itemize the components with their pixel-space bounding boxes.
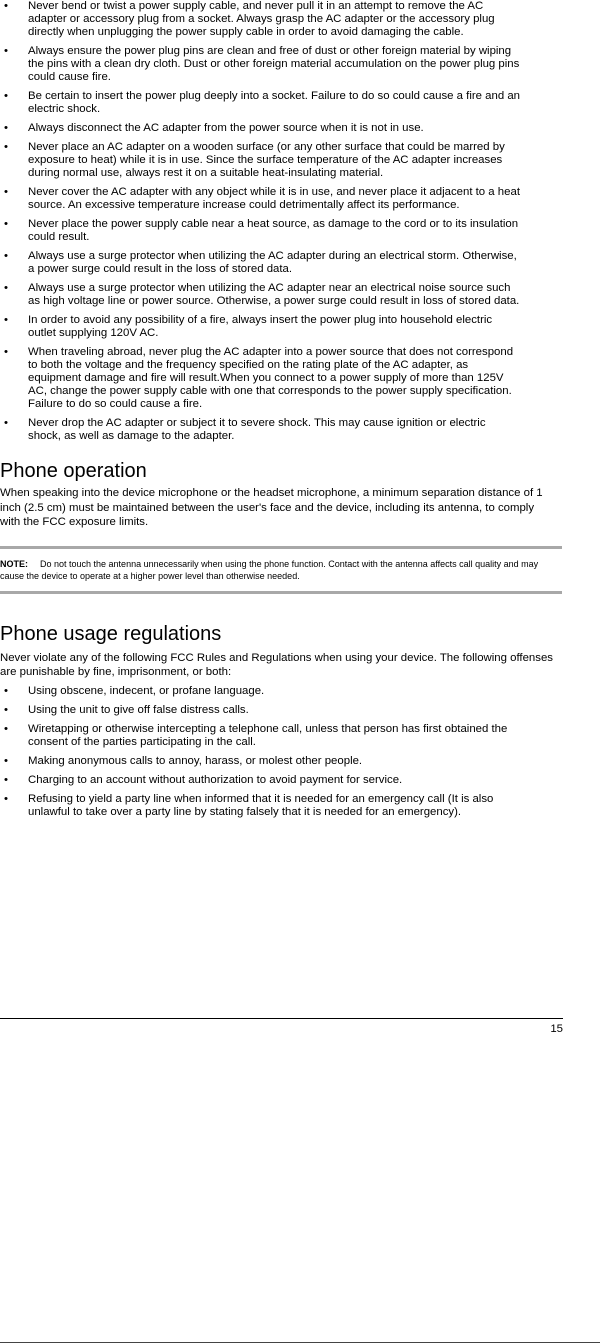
- safety-item-text: Always disconnect the AC adapter from the power source when it is not in use.: [28, 122, 424, 134]
- safety-item: [0, 250, 521, 276]
- phone-operation-body: When speaking into the device microphone or the headset microphone, a minimum separation distance of 1 inch (2.5 cm) must be maintained between the user's face and the device, including its antenna, to comply with the FCC exposure limits.: [0, 487, 543, 528]
- page-number: 15: [550, 1023, 563, 1035]
- safety-item: [0, 45, 521, 84]
- phone-usage-intro: Never violate any of the following FCC Rules and Regulations when using your device. The following offenses are punishable by fine, imprisonment, or both:: [0, 651, 553, 678]
- usage-item-text: Charging to an account without authorization to avoid payment for service.: [28, 773, 403, 786]
- safety-item: [0, 0, 521, 39]
- safety-item-text: Always ensure the power plug pins are clean and free of dust or other foreign material by wiping the pins with a clean dry cloth. Dust or other foreign material accumulation on the power plug pins could cause fire.: [28, 45, 520, 83]
- safety-item: [0, 186, 521, 212]
- bullet-icon: •: [4, 722, 8, 735]
- usage-item: [0, 723, 521, 749]
- bullet-icon: •: [4, 346, 8, 358]
- phone-operation-heading: Phone operation: [0, 460, 147, 482]
- phone-usage-heading: Phone usage regulations: [0, 622, 222, 645]
- note-text: Do not touch the antenna unnecessarily when using the phone function. Contact with the antenna affects call quality and may cause the device to operate at a higher power level than otherwise needed.: [0, 558, 539, 581]
- bullet-icon: •: [4, 45, 8, 57]
- safety-item: [0, 417, 521, 443]
- usage-item-text: Making anonymous calls to annoy, harass, or molest other people.: [28, 754, 363, 767]
- safety-item: [0, 141, 521, 180]
- bullet-icon: •: [4, 417, 8, 429]
- bullet-icon: •: [4, 122, 8, 134]
- safety-item-text: Never cover the AC adapter with any object while it is in use, and never place it adjacent to a heat source. An excessive temperature increase could detrimentally affect its performance.: [28, 186, 520, 211]
- safety-item-text: Never place the power supply cable near a heat source, as damage to the cord or to its insulation could result.: [28, 218, 519, 243]
- safety-item: [0, 122, 521, 135]
- bullet-icon: •: [4, 703, 8, 716]
- safety-item-text: Always use a surge protector when utilizing the AC adapter near an electrical noise source such as high voltage line or power source. Otherwise, a power surge could result in loss of stored data.: [28, 282, 520, 307]
- phone-usage-list: [0, 685, 560, 819]
- safety-item-text: When traveling abroad, never plug the AC adapter into a power source that does not correspond to both the voltage and the frequency specified on the rating plate of the AC adapter, as equipment damage and fire will result.When you connect to a power supply of more than 125V AC, change the power supply cable with one that corresponds to the power supply specification. Failure to do so could cause a fire.: [28, 346, 514, 410]
- note-label: NOTE:: [0, 558, 28, 569]
- usage-item: [0, 704, 521, 717]
- footer-divider: [0, 1018, 563, 1019]
- safety-item: [0, 282, 521, 308]
- safety-item-text: Never drop the AC adapter or subject it to severe shock. This may cause ignition or electric shock, as well as damage to the adapter.: [28, 417, 486, 442]
- usage-item: [0, 685, 521, 698]
- bullet-icon: •: [4, 218, 8, 230]
- usage-item-text: Refusing to yield a party line when informed that it is needed for an emergency call (It is also unlawful to take over a party line by stating falsely that it is needed for an emergency).: [28, 792, 494, 818]
- bullet-icon: •: [4, 684, 8, 697]
- safety-item-text: In order to avoid any possibility of a fire, always insert the power plug into household electric outlet supplying 120V AC.: [28, 314, 493, 339]
- bullet-icon: •: [4, 792, 8, 805]
- safety-item: [0, 218, 521, 244]
- bullet-icon: •: [4, 186, 8, 198]
- safety-item-text: Never bend or twist a power supply cable, and never pull it in an attempt to remove the AC adapter or accessory plug from a socket. Always grasp the AC adapter or the accessory plug directly when unplugging the power supply cable in order to avoid damaging the cable.: [28, 0, 495, 38]
- safety-item: [0, 90, 521, 116]
- usage-item: [0, 793, 521, 819]
- safety-item: [0, 346, 521, 411]
- bullet-icon: •: [4, 773, 8, 786]
- usage-item-text: Using obscene, indecent, or profane language.: [28, 684, 265, 697]
- usage-item-text: Using the unit to give off false distress calls.: [28, 703, 249, 716]
- safety-item-text: Be certain to insert the power plug deeply into a socket. Failure to do so could cause a fire and an electric shock.: [28, 90, 520, 115]
- bullet-icon: •: [4, 90, 8, 102]
- ac-adapter-safety-list: [0, 0, 560, 443]
- bullet-icon: •: [4, 250, 8, 262]
- safety-item-text: Never place an AC adapter on a wooden surface (or any other surface that could be marred by exposure to heat) while it is in use. Since the surface temperature of the AC adapter increases during normal use, always rest it on a suitable heat-insulating material.: [28, 141, 505, 179]
- usage-item: [0, 774, 521, 787]
- safety-item-text: Always use a surge protector when utilizing the AC adapter during an electrical storm. Otherwise, a power surge could result in the loss of stored data.: [28, 250, 517, 275]
- note-box: [0, 546, 562, 594]
- usage-item-text: Wiretapping or otherwise intercepting a telephone call, unless that person has first obtained the consent of the parties participating in the call.: [28, 722, 508, 748]
- usage-item: [0, 755, 521, 768]
- bullet-icon: •: [4, 754, 8, 767]
- page-bottom-edge: [0, 1342, 600, 1343]
- bullet-icon: •: [4, 0, 8, 12]
- bullet-icon: •: [4, 141, 8, 153]
- safety-item: [0, 314, 521, 340]
- bullet-icon: •: [4, 314, 8, 326]
- bullet-icon: •: [4, 282, 8, 294]
